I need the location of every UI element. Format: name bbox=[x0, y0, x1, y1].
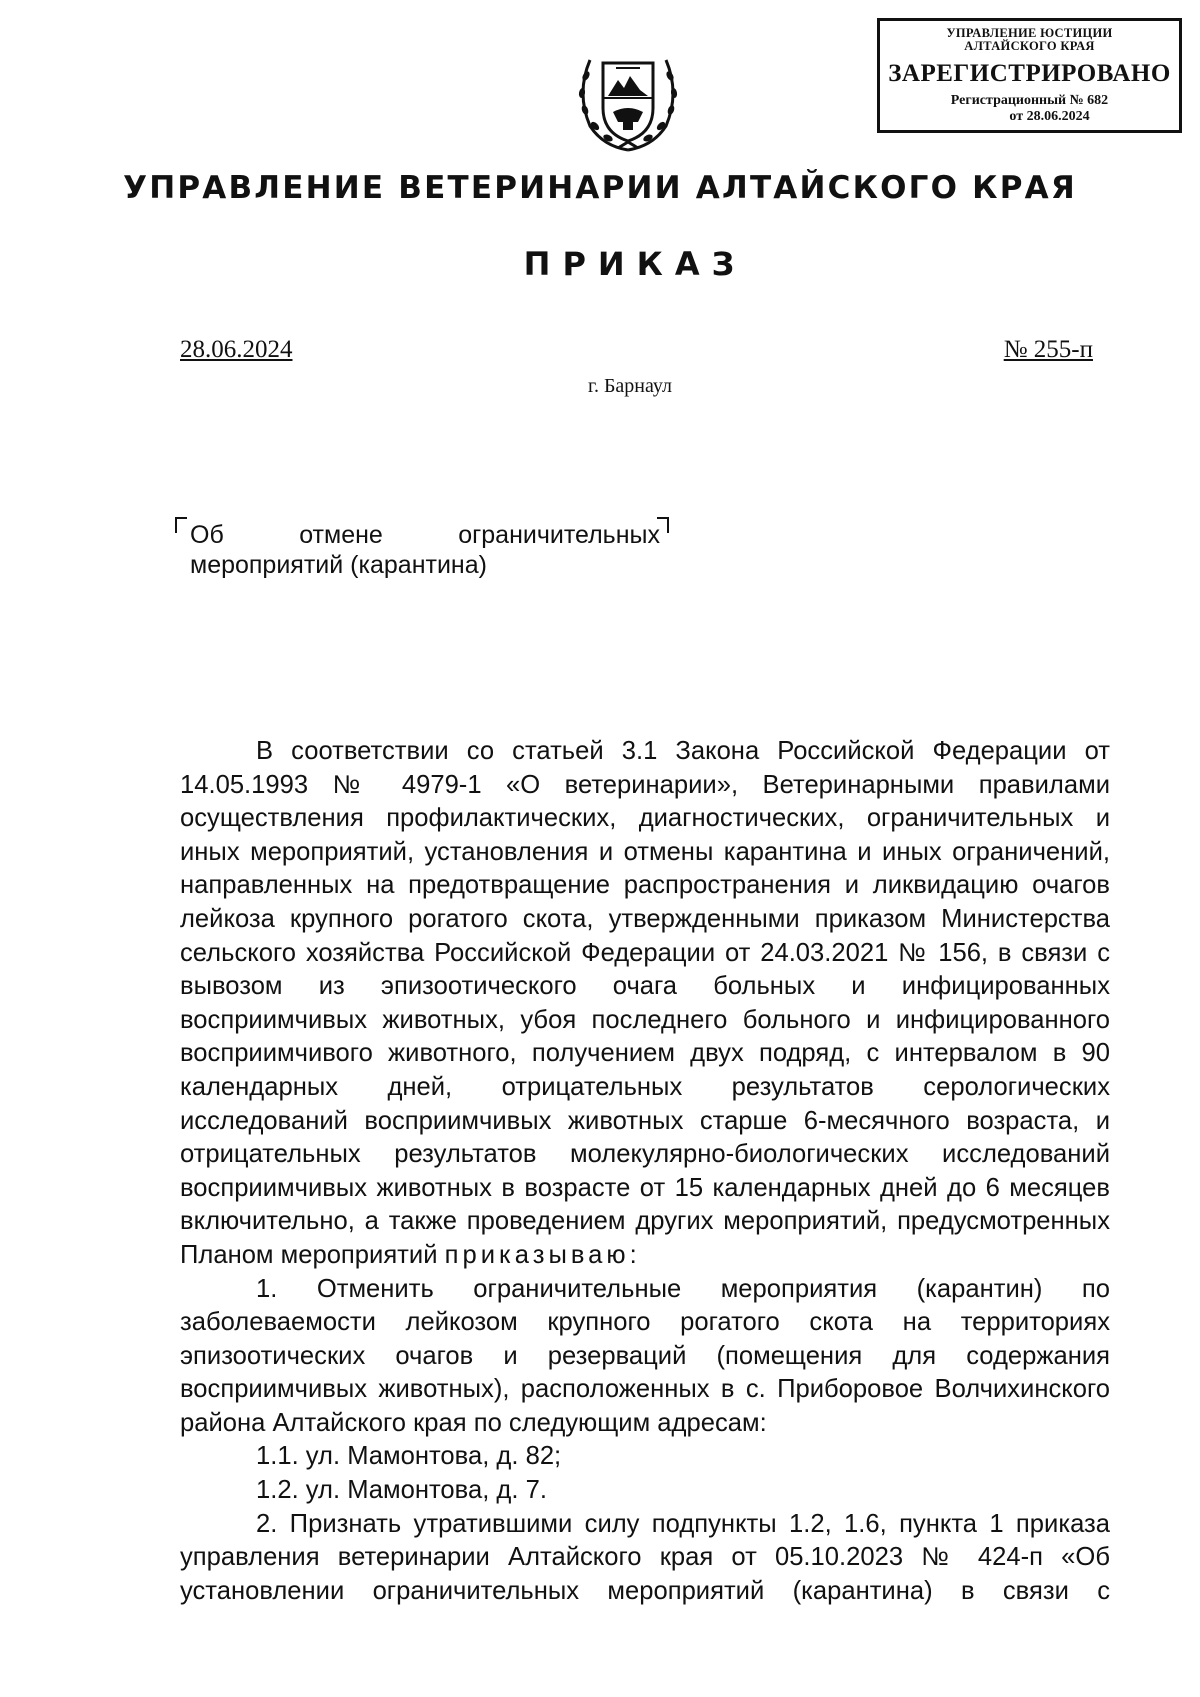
stamp-status: ЗАРЕГИСТРИРОВАНО bbox=[888, 60, 1171, 87]
subject-word: отмене bbox=[299, 521, 383, 549]
subject-word: Об bbox=[190, 521, 224, 549]
agency-name: УПРАВЛЕНИЕ ВЕТЕРИНАРИИ АЛТАЙСКОГО КРАЯ bbox=[123, 170, 1077, 206]
item-1-2: 1.2. ул. Мамонтова, д. 7. bbox=[256, 1476, 547, 1505]
stamp-reg-date: от 28.06.2024 bbox=[1009, 109, 1090, 124]
subject-word: ограничительных bbox=[458, 521, 660, 549]
item-2: 2. Признать утратившими силу подпункты 1.2, 1.6, пункта 1 приказа управления ветеринарии Алтайского края от 05.10.2023 № 424-п «Об установлении ограничительных мероприятий (карантина) в связи с bbox=[180, 1509, 1110, 1605]
stamp-reg-number: Регистрационный № 682 bbox=[950, 93, 1109, 108]
document-number: № 255-п bbox=[1003, 336, 1093, 363]
subject-line2: мероприятий (карантина) bbox=[190, 551, 487, 579]
preamble-text: В соответствии со статьей 3.1 Закона Российской Федерации от 14.05.1993 № 4979-1 «О ветеринарии», Ветеринарными правилами осуществления профилактических, диагностических, ограничительных и иных мероприятий, установления и отмены карантина и иных ограничений, направленных на предотвращение распространения и ликвидацию очагов лейкоза крупного рогатого скота, утвержденными приказом Министерства сельского хозяйства Российской Федерации от 24.03.2021 № 156, в связи с вывозом из эпизоотического очага больных и инфицированных восприимчивых животных, убоя последнего больного и инфицированного восприимчивого животного, получением двух подряд, с интервалом в 90 календарных дней, отрицательных результатов серологических исследований восприимчивых животных старше 6-месячного возраста, и отрицательных результатов молекулярно-биологических исследований восприимчивых животных в возрасте от 15 календарных дней до 6 месяцев включительно, а также проведением других мероприятий, предусмотренных Планом мероприятий bbox=[180, 737, 1110, 1269]
document-body bbox=[180, 735, 1110, 1608]
registration-stamp bbox=[877, 18, 1182, 133]
subject-corner-left bbox=[175, 517, 187, 533]
document-date: 28.06.2024 bbox=[180, 336, 293, 363]
stamp-organization: УПРАВЛЕНИЕ ЮСТИЦИИ АЛТАЙСКОГО КРАЯ bbox=[946, 26, 1113, 53]
item-1: 1. Отменить ограничительные мероприятия (карантин) по заболеваемости лейкозом крупного рогатого скота на территориях эпизоотических очагов и резерваций (помещения для содержания восприимчивых животных), расположенных в с. Приборовое Волчихинского района Алтайского края по следующим адресам: bbox=[180, 1274, 1110, 1437]
document-subject bbox=[190, 520, 660, 580]
document-city: г. Барнаул bbox=[588, 375, 672, 397]
order-word: приказываю bbox=[444, 1240, 630, 1269]
preamble-paragraph: В соответствии со статьей 3.1 Закона Российской Федерации от 14.05.1993 № 4979-1 «О ветеринарии», Ветеринарными правилами осуществления профилактических, диагностических, ограничительных и иных мероприятий, установления и отмены карантина и иных ограничений, направленных на предотвращение распространения и ликвидацию очагов лейкоза крупного рогатого скота, утвержденными приказом Министерства сельского хозяйства Российской Федерации от 24.03.2021 № 156, в связи с вывозом из эпизоотического очага больных и инфицированных восприимчивых животных, убоя последнего больного и инфицированного восприимчивого животного, получением двух подряд, с интервалом в 90 календарных дней, отрицательных результатов серологических исследований восприимчивых животных старше 6-месячного возраста, и отрицательных результатов молекулярно-биологических исследований восприимчивых животных в возрасте от 15 календарных дней до 6 месяцев включительно, а также проведением других мероприятий, предусмотренных Планом мероприятий приказываю: bbox=[180, 737, 1110, 1269]
item-1-1: 1.1. ул. Мамонтова, д. 82; bbox=[256, 1442, 562, 1471]
document-type: ПРИКАЗ bbox=[523, 245, 747, 283]
coat-of-arms-icon bbox=[568, 38, 688, 156]
